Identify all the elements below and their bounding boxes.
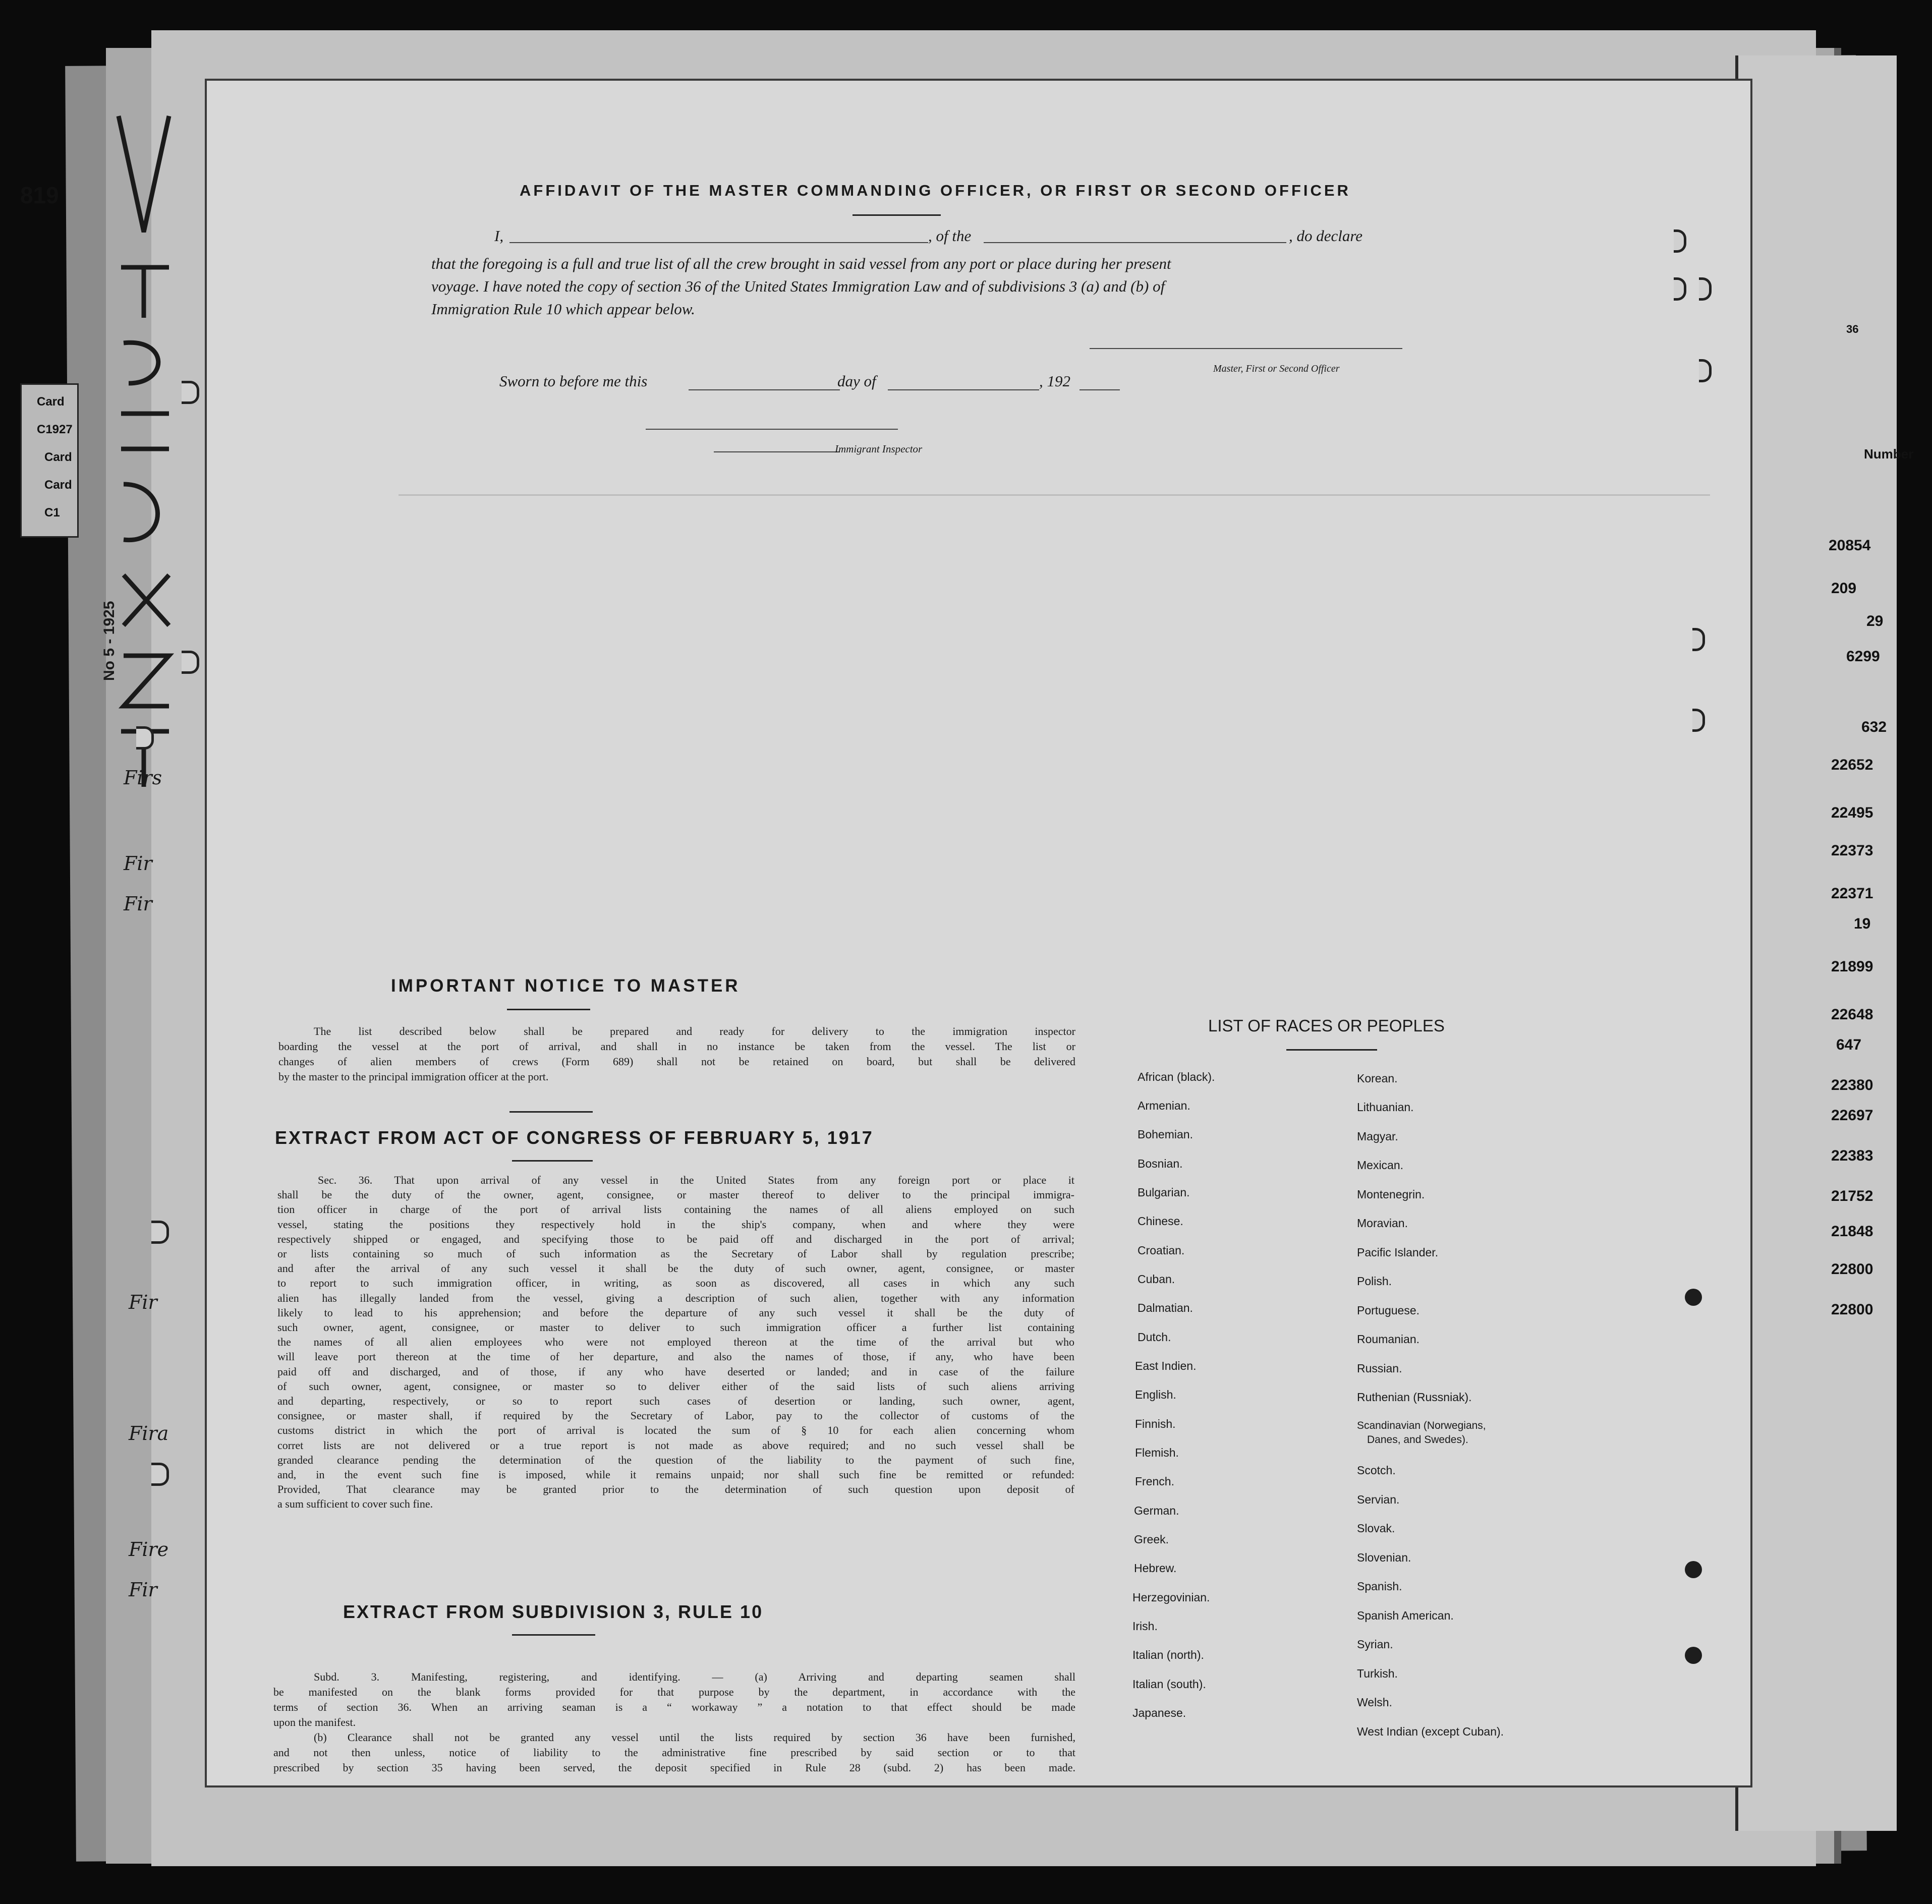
race-item: French. bbox=[1135, 1475, 1174, 1488]
affidavit-declare: , do declare bbox=[1289, 227, 1363, 245]
race-item: Bosnian. bbox=[1138, 1157, 1183, 1170]
race-item: Mexican. bbox=[1357, 1159, 1404, 1172]
race-item: Welsh. bbox=[1357, 1696, 1392, 1709]
sworn-day-blank[interactable] bbox=[689, 389, 840, 390]
race-item: Danes, and Swedes). bbox=[1367, 1434, 1468, 1446]
divider bbox=[853, 214, 941, 216]
name-blank[interactable] bbox=[509, 242, 928, 243]
crew-number: 22648 bbox=[1831, 1006, 1873, 1023]
crew-number: 22800 bbox=[1831, 1301, 1873, 1318]
divider bbox=[512, 1634, 595, 1636]
race-item: Cuban. bbox=[1138, 1273, 1175, 1286]
race-item: East Indien. bbox=[1135, 1359, 1197, 1372]
notice-title: IMPORTANT NOTICE TO MASTER bbox=[391, 976, 741, 996]
column-header: Number bbox=[1864, 446, 1914, 461]
bleed-through bbox=[399, 494, 1710, 1000]
master-signature-line[interactable] bbox=[1090, 348, 1402, 349]
hole bbox=[1685, 1561, 1702, 1578]
handwritten-note: Fir bbox=[129, 1291, 157, 1313]
race-item: Finnish. bbox=[1135, 1417, 1176, 1430]
crew-number: 647 bbox=[1836, 1036, 1862, 1053]
divider bbox=[509, 1111, 593, 1113]
race-item: African (black). bbox=[1138, 1070, 1215, 1083]
race-item: Spanish American. bbox=[1357, 1609, 1454, 1622]
act-title: EXTRACT FROM ACT OF CONGRESS OF FEBRUARY 5, 1917 bbox=[275, 1127, 874, 1148]
affidavit-line: Immigration Rule 10 which appear below. bbox=[431, 300, 695, 318]
race-item: Bohemian. bbox=[1138, 1128, 1193, 1141]
crew-number: 21848 bbox=[1831, 1223, 1873, 1240]
crew-number: 6299 bbox=[1846, 648, 1880, 665]
crew-number: 19 bbox=[1854, 915, 1871, 932]
inspector-line-short bbox=[714, 451, 840, 452]
number-fragment: 819 bbox=[20, 182, 59, 208]
races-title: LIST OF RACES OR PEOPLES bbox=[1208, 1016, 1445, 1035]
race-item: Dalmatian. bbox=[1138, 1301, 1193, 1314]
race-item: Italian (south). bbox=[1132, 1678, 1206, 1691]
race-item: Chinese. bbox=[1138, 1215, 1183, 1228]
sworn-text: Sworn to before me this bbox=[499, 372, 648, 390]
race-item: Roumanian. bbox=[1357, 1333, 1420, 1346]
race-item: Irish. bbox=[1132, 1620, 1158, 1633]
crew-number: 22373 bbox=[1831, 842, 1873, 859]
punch-hole bbox=[136, 726, 154, 749]
handwritten-note: Fir bbox=[129, 1579, 157, 1601]
punch-hole bbox=[182, 651, 199, 674]
divider bbox=[507, 1009, 590, 1010]
race-item: Italian (north). bbox=[1132, 1648, 1204, 1661]
right-underlying-sheet bbox=[1735, 55, 1897, 1831]
race-item: German. bbox=[1134, 1504, 1179, 1517]
affidavit-of-the: , of the bbox=[928, 227, 972, 245]
race-item: Montenegrin. bbox=[1357, 1188, 1425, 1201]
punch-hole bbox=[151, 1221, 169, 1244]
sworn-year: , 192 bbox=[1039, 372, 1070, 390]
race-item: Moravian. bbox=[1357, 1217, 1408, 1230]
sworn-day-label: day of bbox=[837, 372, 876, 390]
sworn-month-blank[interactable] bbox=[888, 389, 1039, 390]
hole bbox=[1685, 1647, 1702, 1664]
race-item: Bulgarian. bbox=[1138, 1186, 1190, 1199]
hole bbox=[1685, 1289, 1702, 1306]
sworn-year-blank[interactable] bbox=[1079, 389, 1120, 390]
race-item: Lithuanian. bbox=[1357, 1101, 1414, 1114]
crew-number: 22697 bbox=[1831, 1107, 1873, 1124]
crew-number: 22371 bbox=[1831, 885, 1873, 902]
crew-number: 29 bbox=[1866, 613, 1884, 629]
crew-number: 22383 bbox=[1831, 1147, 1873, 1164]
handwritten-note: Fire bbox=[129, 1538, 169, 1561]
inspector-signature-line[interactable] bbox=[646, 429, 898, 430]
crew-number: 22800 bbox=[1831, 1261, 1873, 1278]
divider bbox=[512, 1160, 593, 1162]
race-item: West Indian (except Cuban). bbox=[1357, 1725, 1504, 1738]
affidavit-title: AFFIDAVIT OF THE MASTER COMMANDING OFFICER, OR FIRST OR SECOND OFFICER bbox=[520, 182, 1351, 199]
race-item: Polish. bbox=[1357, 1275, 1392, 1288]
crew-number: 22495 bbox=[1831, 804, 1873, 821]
race-item: Ruthenian (Russniak). bbox=[1357, 1391, 1472, 1404]
rule-title: EXTRACT FROM SUBDIVISION 3, RULE 10 bbox=[343, 1601, 764, 1622]
notice-body: The list described below shall be prepared and ready for delivery to the immigration inspector boarding the vessel at the port of arrival, and shall in no instance be taken from the vessel. The list or changes of alien members of crews (Form 689) shall not be retained on board, but shall be delivered by the master to the principal immigration officer at the port. bbox=[278, 1025, 1075, 1083]
crew-number: 22380 bbox=[1831, 1077, 1873, 1093]
crew-number: 20854 bbox=[1829, 537, 1871, 554]
handwritten-note: Fir bbox=[124, 852, 152, 875]
race-item: Dutch. bbox=[1138, 1331, 1171, 1344]
affidavit-line: that the foregoing is a full and true list of all the crew brought in said vessel from any port or place during her present bbox=[431, 255, 1171, 272]
race-item: Portuguese. bbox=[1357, 1304, 1420, 1317]
crew-number: 21899 bbox=[1831, 958, 1873, 975]
race-item: Syrian. bbox=[1357, 1638, 1393, 1651]
race-item: Korean. bbox=[1357, 1072, 1398, 1085]
punch-hole bbox=[182, 381, 199, 404]
race-item: Hebrew. bbox=[1134, 1562, 1177, 1575]
crew-number: 21752 bbox=[1831, 1188, 1873, 1204]
master-signature-label: Master, First or Second Officer bbox=[1213, 363, 1340, 374]
race-item: Greek. bbox=[1134, 1533, 1169, 1546]
race-item: Scandinavian (Norwegians, bbox=[1357, 1420, 1486, 1431]
crew-number: 22652 bbox=[1831, 757, 1873, 773]
affidavit-line: voyage. I have noted the copy of section 36 of the United States Immigration Law and of subdivisions 3 (a) and (b) of bbox=[431, 277, 1165, 295]
card-fragment-box: Card C1927 Card Card C1 bbox=[20, 383, 79, 538]
race-item: Servian. bbox=[1357, 1493, 1400, 1506]
affidavit-i: I, bbox=[494, 227, 504, 245]
handwritten-note: Fira bbox=[129, 1422, 169, 1445]
handwritten-note: Fir bbox=[124, 893, 152, 915]
race-item: Scotch. bbox=[1357, 1464, 1396, 1477]
punch-hole bbox=[151, 1463, 169, 1486]
race-item: Pacific Islander. bbox=[1357, 1246, 1439, 1259]
race-item: English. bbox=[1135, 1388, 1176, 1401]
race-item: Slovak. bbox=[1357, 1522, 1395, 1535]
rule-body: Subd. 3. Manifesting, registering, and identifying. — (a) Arriving and departing seamen shall be manifested on the blank forms provided for that purpose by the department, in accordance with the terms of section 36. When an arriving seaman is a “ workaway ” a notation to that effect should be made upon the manifest. (b) Clearance shall not be granted any vessel until the lists required by section 36 have been furnished, and not then unless, notice of liability to the administrative fine prescribed by said section or to that prescribed by section 35 having been served, the deposit specified in Rule 28 (subd. 2) has been made. bbox=[273, 1670, 1075, 1774]
race-item: Russian. bbox=[1357, 1362, 1402, 1375]
page-number: 36 bbox=[1846, 323, 1859, 335]
inspector-label: Immigrant Inspector bbox=[835, 443, 923, 455]
handwritten-note: Firs bbox=[124, 767, 162, 789]
race-item: Spanish. bbox=[1357, 1580, 1402, 1593]
crew-number: 632 bbox=[1861, 719, 1887, 735]
race-item: Croatian. bbox=[1138, 1244, 1185, 1257]
act-body: Sec. 36. That upon arrival of any vessel in the United States from any foreign port or place it shall be the duty of the owner, agent, consignee, or master thereof to deliver to the principal immigra- tion officer in charge of the port of arrival lists containing the names of all aliens employed on such vessel, stating the positions they respectively hold in the ship's company, when and where they were respectively shipped or engaged, and specifying those to be paid off and discharged in the port of arrival; or lists containing so much of such information as the Secretary of Labor shall by regulation prescribe; and after the arrival of any such vessel it shall be the duty of such owner, agent, consignee, or master to report to such immigration officer, in writing, as soon as discovered, all cases in which any such alien has illegally landed from the vessel, giving a description of such alien, together with any information likely to lead to his apprehension; and before the departure of any such vessel it shall be the duty of such owner, agent, consignee, or master to deliver to such immigration officer a further list containing the names of all alien employees who were not employed thereon at the time of the arrival but who will leave port thereon at the time of her departure, and also the names of those, if any, who have been paid off and discharged, and of those, if any who have deserted or landed; and in case of the failure of such owner, agent, consignee, or master so to deliver either of the said lists of such aliens arriving and departing, respectively, or so to report such cases of desertion or landing, such owner, agent, consignee, or master shall, if required by the Secretary of Labor, pay to the collector of customs of the customs district in which the port of arrival is located the sum of § 10 for each alien concerning whom corret lists are not delivered or a true report is not made as above required; and no such vessel shall be granded clearance pending the determination of the question of the liability to the payment of such fine, and, in the event such fine is imposed, while it remains unpaid; nor shall such fine be remitted or refunded: Provided, That clearance may be granted prior to the determination of such question upon deposit of a sum sufficient to cover such fine. bbox=[277, 1174, 1074, 1511]
race-item: Flemish. bbox=[1135, 1446, 1179, 1459]
vessel-blank[interactable] bbox=[984, 242, 1286, 243]
race-item: Turkish. bbox=[1357, 1667, 1398, 1680]
affidavit-page bbox=[207, 81, 1750, 1785]
race-item: Magyar. bbox=[1357, 1130, 1398, 1143]
race-item: Japanese. bbox=[1132, 1706, 1186, 1719]
divider bbox=[1286, 1049, 1377, 1051]
race-item: Slovenian. bbox=[1357, 1551, 1411, 1564]
race-item: Herzegovinian. bbox=[1132, 1591, 1210, 1604]
crew-number: 209 bbox=[1831, 580, 1857, 597]
race-item: Armenian. bbox=[1138, 1099, 1190, 1112]
